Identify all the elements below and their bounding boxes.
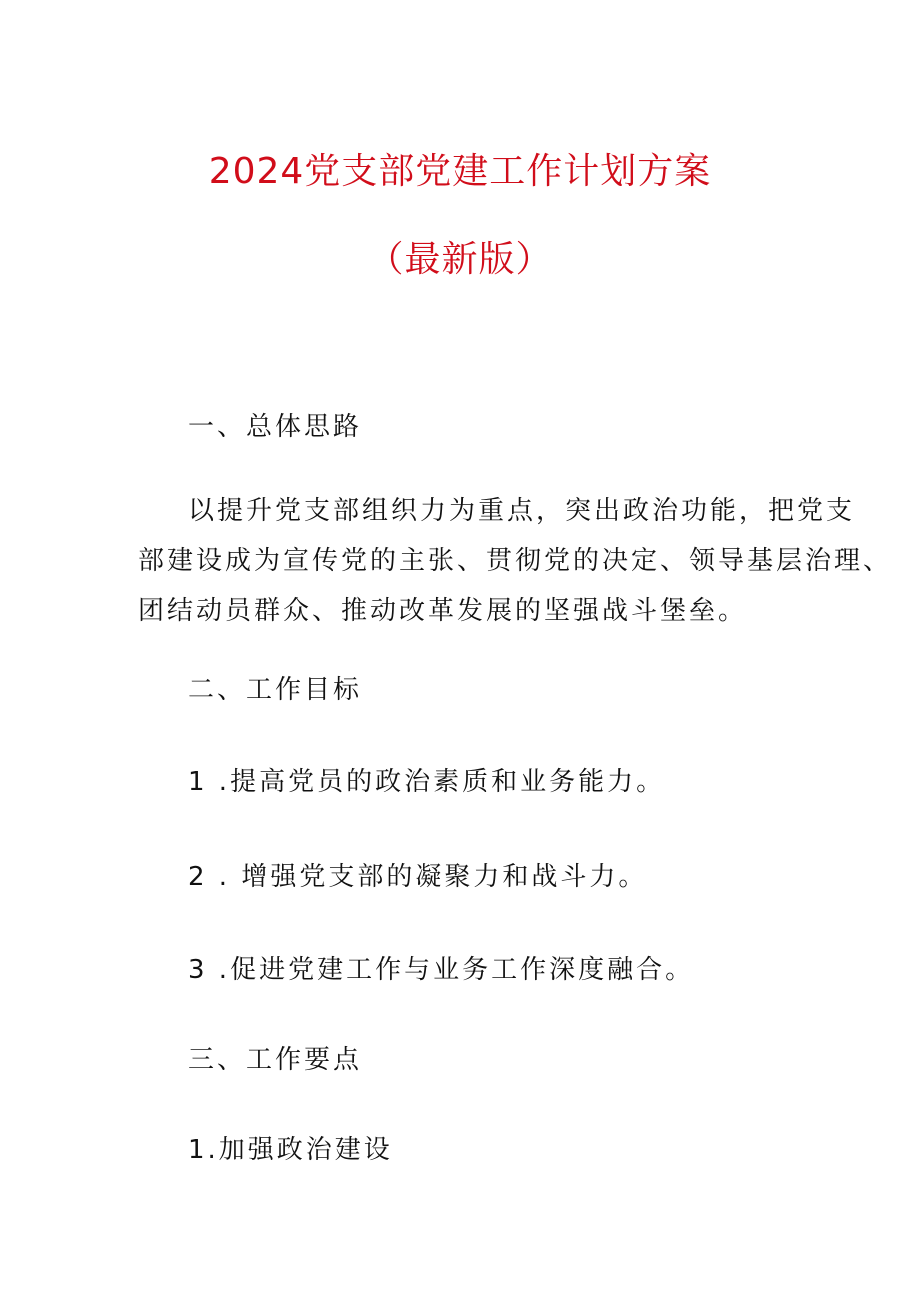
list-item: 2 . 增强党支部的凝聚力和战斗力。 [188, 862, 648, 892]
list-item: 1 .提高党员的政治素质和业务能力。 [188, 767, 666, 797]
list-item: 3 .促进党建工作与业务工作深度融合。 [188, 955, 695, 985]
section-heading-overview: 一、总体思路 [188, 412, 363, 442]
section-heading-goals: 二、工作目标 [188, 675, 363, 705]
list-item: 1.加强政治建设 [188, 1135, 393, 1165]
paragraph-line: 以提升党支部组织力为重点，突出政治功能，把党支 [188, 496, 856, 526]
paragraph-line: 部建设成为宣传党的主张、贯彻党的决定、领导基层治理、 [138, 546, 893, 576]
section-heading-key-points: 三、工作要点 [188, 1045, 363, 1075]
paragraph-line: 团结动员群众、推动改革发展的坚强战斗堡垒。 [138, 596, 748, 626]
document-subtitle: （最新版） [367, 239, 553, 280]
document-title: 2024党支部党建工作计划方案 [208, 151, 712, 192]
